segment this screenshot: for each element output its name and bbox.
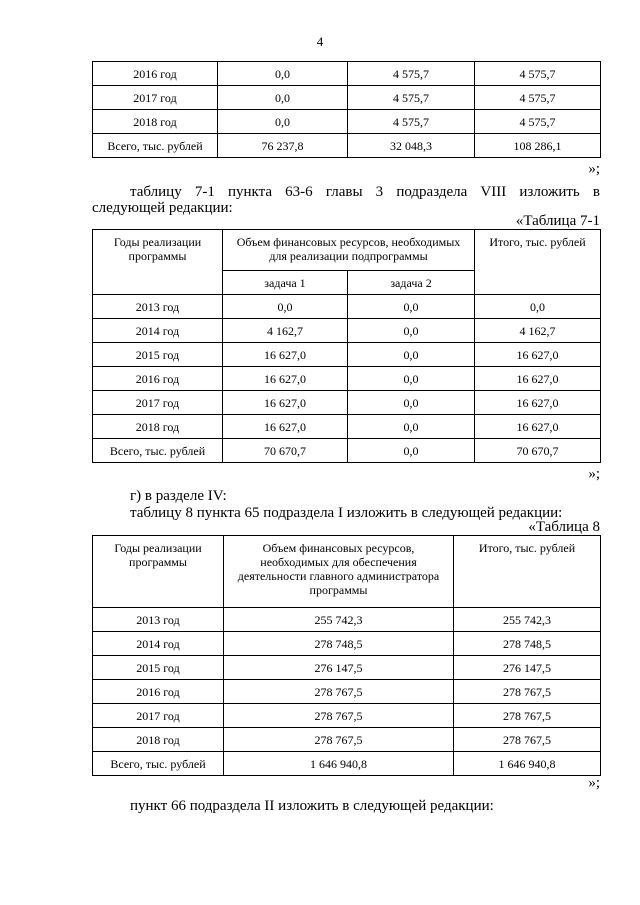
table-cell: 2013 год — [93, 295, 223, 319]
table-cell: 2017 год — [93, 704, 224, 728]
table-row — [93, 439, 601, 463]
paragraph-line: следующей редакции: — [92, 200, 233, 216]
table-cell: 2014 год — [93, 632, 224, 656]
page-number: 4 — [316, 34, 324, 49]
table-cell: 2018 год — [93, 415, 223, 439]
table-cell: 16 627,0 — [223, 367, 348, 391]
table-cell: 2014 год — [93, 319, 223, 343]
paragraph-line: пункт 66 подраздела II изложить в следующей редакции: — [130, 798, 494, 814]
table-row — [93, 134, 601, 158]
table-row — [93, 752, 601, 776]
table-row — [93, 704, 601, 728]
table-row — [93, 110, 601, 134]
table-cell: 278 767,5 — [224, 704, 454, 728]
table-cell: 32 048,3 — [348, 134, 475, 158]
table-cell: 2016 год — [93, 680, 224, 704]
table-caption: «Таблица 7-1 — [515, 213, 600, 229]
table-7-1 — [92, 229, 601, 463]
paragraph-line: г) в разделе IV: — [130, 488, 227, 504]
table-cell: 255 742,3 — [454, 608, 601, 632]
table-caption: «Таблица 8 — [528, 519, 600, 535]
table-cell: 2016 год — [93, 62, 218, 86]
table-cell: Всего, тыс. рублей — [93, 752, 224, 776]
table-cell: 2017 год — [93, 86, 218, 110]
table-cell: 4 162,7 — [475, 319, 601, 343]
header-total: Итого, тыс. рублей — [475, 230, 601, 295]
table-cell: 276 147,5 — [454, 656, 601, 680]
header-task-2: задача 2 — [348, 271, 475, 295]
table-cell: 2018 год — [93, 728, 224, 752]
table-continuation — [92, 61, 601, 158]
closing-quote: »; — [588, 161, 600, 177]
table-cell: 278 767,5 — [454, 704, 601, 728]
table-cell: 108 286,1 — [475, 134, 601, 158]
paragraph-line: таблицу 7-1 пункта 63-6 главы 3 подраздела VIII изложить в — [130, 184, 600, 200]
table-row — [93, 391, 601, 415]
table-cell: 0,0 — [218, 62, 348, 86]
table-row — [93, 62, 601, 86]
table-cell: Всего, тыс. рублей — [93, 134, 218, 158]
table-cell: 0,0 — [348, 295, 475, 319]
table-cell: Всего, тыс. рублей — [93, 439, 223, 463]
table-cell: 16 627,0 — [223, 343, 348, 367]
table-cell: 278 767,5 — [454, 680, 601, 704]
table-cell: 16 627,0 — [223, 415, 348, 439]
table-cell: 16 627,0 — [475, 367, 601, 391]
paragraph-line: таблицу 8 пункта 65 подраздела I изложить в следующей редакции: — [130, 505, 563, 521]
table-cell: 1 646 940,8 — [454, 752, 601, 776]
table-cell: 0,0 — [475, 295, 601, 319]
table-cell: 278 767,5 — [224, 728, 454, 752]
table-cell: 278 767,5 — [454, 728, 601, 752]
table-cell: 16 627,0 — [223, 391, 348, 415]
header-volume: Объем финансовых ресурсов, необходимых для реализации подпрограммы — [223, 230, 475, 271]
table-row — [93, 86, 601, 110]
table-cell: 0,0 — [348, 391, 475, 415]
table-cell: 2013 год — [93, 608, 224, 632]
table-cell: 2017 год — [93, 391, 223, 415]
table-row — [93, 656, 601, 680]
table-cell: 76 237,8 — [218, 134, 348, 158]
table-cell: 16 627,0 — [475, 343, 601, 367]
table-cell: 16 627,0 — [475, 391, 601, 415]
table-cell: 4 575,7 — [475, 62, 601, 86]
table-cell: 4 575,7 — [475, 86, 601, 110]
table-cell: 255 742,3 — [224, 608, 454, 632]
table-cell: 4 162,7 — [223, 319, 348, 343]
closing-quote: »; — [588, 775, 600, 791]
table-row — [93, 680, 601, 704]
header-task-1: задача 1 — [223, 271, 348, 295]
table-cell: 0,0 — [223, 295, 348, 319]
table-cell: 0,0 — [218, 86, 348, 110]
table-cell: 276 147,5 — [224, 656, 454, 680]
table-cell: 0,0 — [218, 110, 348, 134]
table-cell: 2015 год — [93, 656, 224, 680]
header-volume: Объем финансовых ресурсов, необходимых для обеспечения деятельности главного администратора программы — [224, 536, 454, 608]
table-cell: 278 767,5 — [224, 680, 454, 704]
table-cell: 1 646 940,8 — [224, 752, 454, 776]
table-cell: 4 575,7 — [348, 110, 475, 134]
table-cell: 70 670,7 — [223, 439, 348, 463]
table-cell: 0,0 — [348, 319, 475, 343]
table-row — [93, 728, 601, 752]
closing-quote: »; — [588, 466, 600, 482]
table-row — [93, 367, 601, 391]
table-cell: 2016 год — [93, 367, 223, 391]
table-cell: 0,0 — [348, 343, 475, 367]
table-cell: 0,0 — [348, 415, 475, 439]
table-cell: 0,0 — [348, 367, 475, 391]
header-years: Годы реализации программы — [93, 230, 223, 295]
table-cell: 4 575,7 — [475, 110, 601, 134]
table-cell: 0,0 — [348, 439, 475, 463]
table-row — [93, 608, 601, 632]
table-cell: 2018 год — [93, 110, 218, 134]
table-row — [93, 319, 601, 343]
table-cell: 278 748,5 — [224, 632, 454, 656]
table-cell: 70 670,7 — [475, 439, 601, 463]
table-row — [93, 415, 601, 439]
table-cell: 4 575,7 — [348, 62, 475, 86]
table-row — [93, 295, 601, 319]
table-row — [93, 343, 601, 367]
table-cell: 16 627,0 — [475, 415, 601, 439]
header-years: Годы реализации программы — [93, 536, 224, 608]
table-cell: 278 748,5 — [454, 632, 601, 656]
table-cell: 4 575,7 — [348, 86, 475, 110]
table-8 — [92, 535, 601, 776]
table-row — [93, 632, 601, 656]
header-total: Итого, тыс. рублей — [454, 536, 601, 608]
table-cell: 2015 год — [93, 343, 223, 367]
